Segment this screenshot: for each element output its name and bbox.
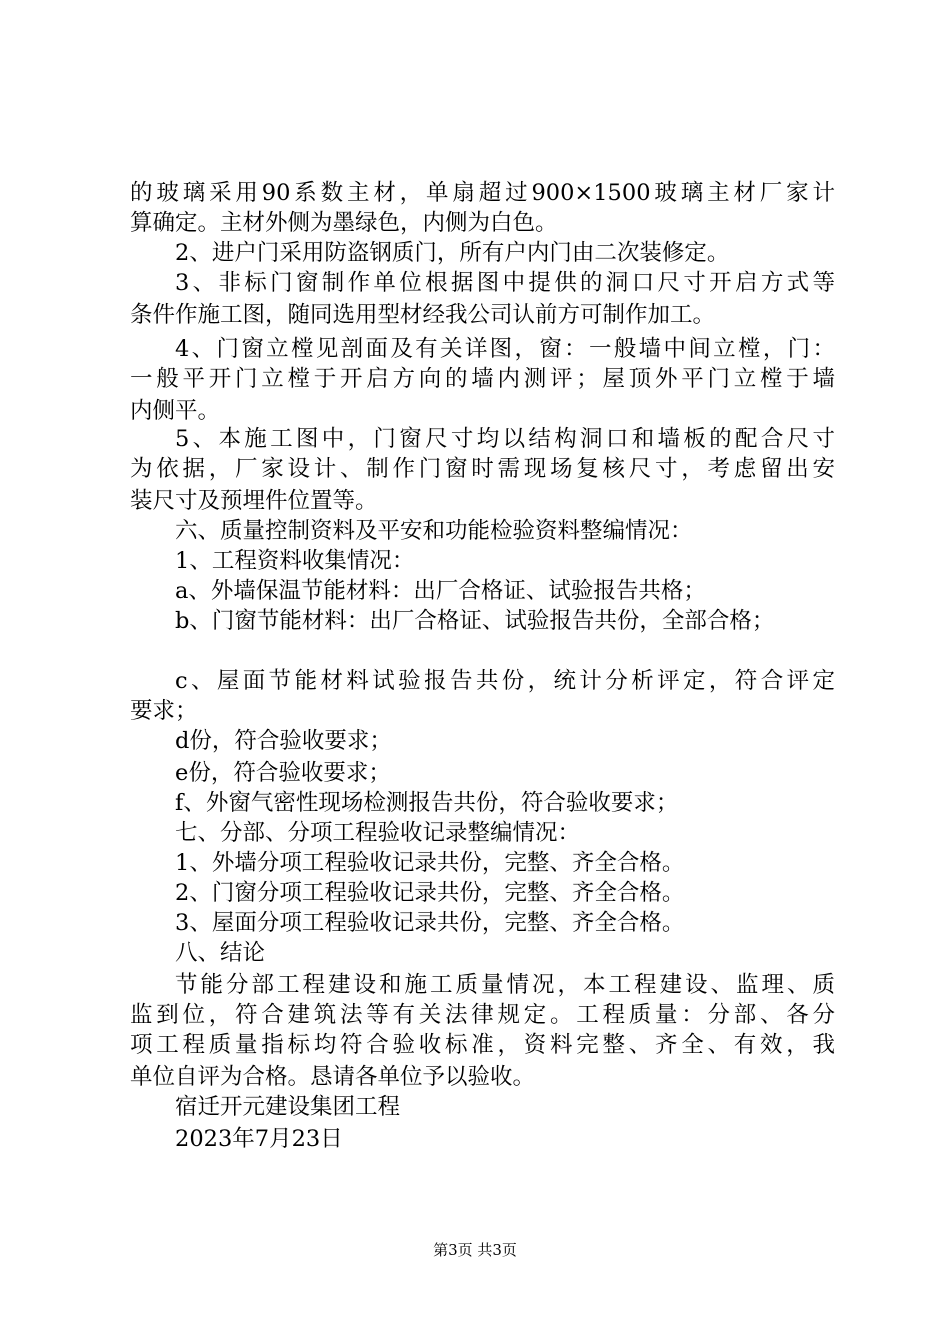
text-line: 2、门窗分项工程验收记录共份，完整、齐全合格。	[175, 880, 685, 906]
text-line: 单位自评为合格。恳请各单位予以验收。	[130, 1064, 536, 1090]
section-heading: 六、质量控制资料及平安和功能检验资料整编情况：	[175, 518, 693, 544]
text-line: 1、外墙分项工程验收记录共份，完整、齐全合格。	[175, 850, 685, 876]
text-line: 3、非标门窗制作单位根据图中提供的洞口尺寸开启方式等	[175, 270, 835, 296]
signature-company: 宿迁开元建设集团工程	[175, 1094, 401, 1120]
text-line: 监到位，符合建筑法等有关法律规定。工程质量：分部、各分	[130, 1002, 835, 1028]
text-line: 4、门窗立樘见剖面及有关详图，窗：一般墙中间立樘，门：	[175, 336, 835, 362]
page-footer: 第3页 共3页	[433, 1241, 517, 1259]
text-line: f、外窗气密性现场检测报告共份，符合验收要求；	[175, 790, 679, 816]
text-line: a、外墙保温节能材料：出厂合格证、试验报告共格；	[175, 578, 706, 604]
text-line: 2、进户门采用防盗钢质门，所有户内门由二次装修定。	[175, 240, 730, 266]
text-line: 3、屋面分项工程验收记录共份，完整、齐全合格。	[175, 910, 685, 936]
text-line: 条件作施工图，随同选用型材经我公司认前方可制作加工。	[130, 302, 716, 328]
text-line: b、门窗节能材料：出厂合格证、试验报告共份，全部合格；	[175, 608, 775, 634]
text-line: 节能分部工程建设和施工质量情况，本工程建设、监理、质	[175, 972, 835, 998]
text-line: 项工程质量指标均符合验收标准，资料完整、齐全、有效，我	[130, 1032, 835, 1058]
section-heading: 七、分部、分项工程验收记录整编情况：	[175, 820, 581, 846]
text-line: c、屋面节能材料试验报告共份，统计分析评定，符合评定	[175, 668, 835, 694]
text-line: 的玻璃采用90系数主材，单扇超过900×1500玻璃主材厂家计	[130, 180, 835, 206]
signature-date: 2023年7月23日	[175, 1126, 343, 1152]
text-line: d份，符合验收要求；	[175, 728, 392, 754]
text-line: 要求；	[130, 698, 198, 724]
text-line: 内侧平。	[130, 398, 221, 424]
text-line: 装尺寸及预埋件位置等。	[130, 488, 378, 514]
text-line: 5、本施工图中，门窗尺寸均以结构洞口和墙板的配合尺寸	[175, 426, 835, 452]
text-line: e份，符合验收要求；	[175, 760, 391, 786]
text-line: 一般平开门立樘于开启方向的墙内测评；屋顶外平门立樘于墙	[130, 366, 835, 392]
section-heading: 八、结论	[175, 940, 266, 966]
text-line: 1、工程资料收集情况：	[175, 548, 415, 574]
text-line: 算确定。主材外侧为墨绿色，内侧为白色。	[130, 210, 558, 236]
text-line: 为依据，厂家设计、制作门窗时需现场复核尺寸，考虑留出安	[130, 456, 835, 482]
